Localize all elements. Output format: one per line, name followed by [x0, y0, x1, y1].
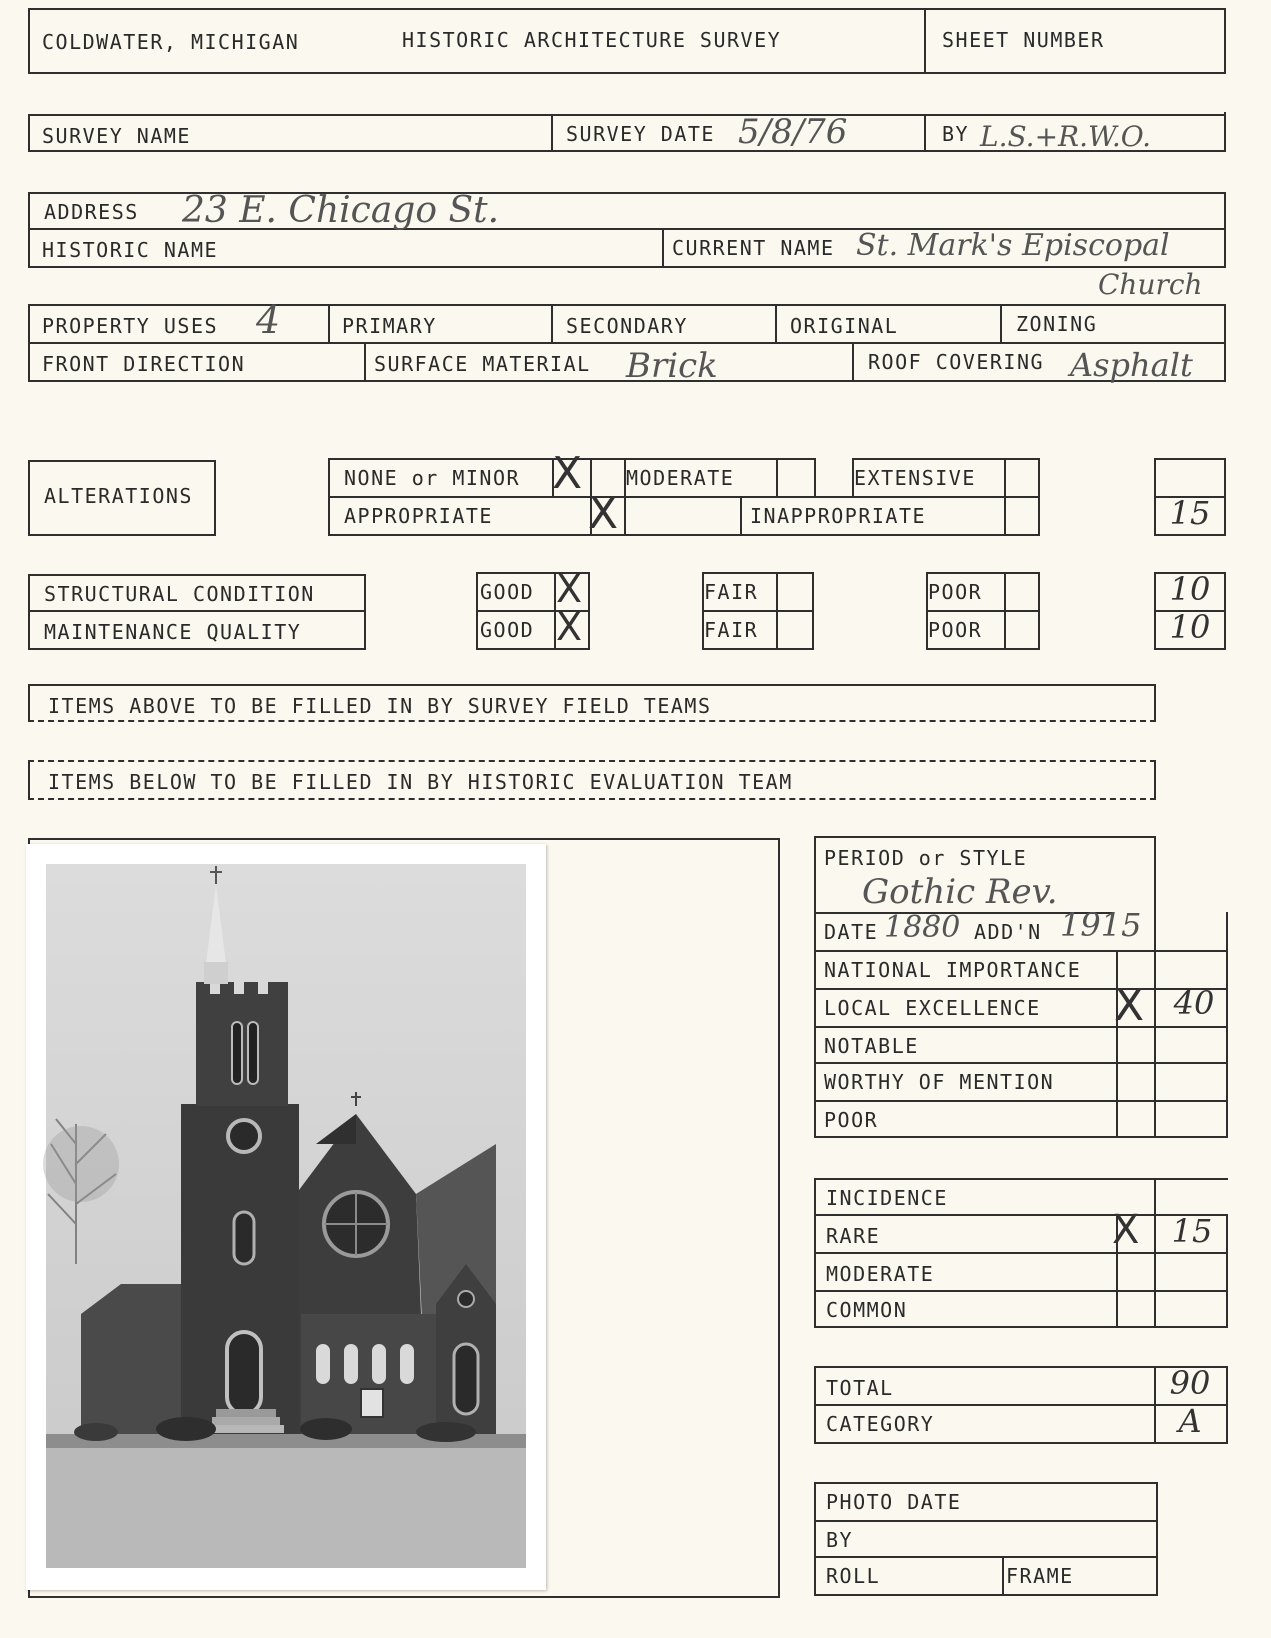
current-name-divider — [662, 228, 664, 268]
lower-frame-top — [28, 838, 780, 840]
address-label: ADDRESS — [44, 200, 139, 224]
note-above: ITEMS ABOVE TO BE FILLED IN BY SURVEY FIELD TEAMS — [48, 694, 712, 718]
date-value: 1880 — [884, 910, 961, 945]
survey-name-label: SURVEY NAME — [42, 124, 191, 148]
addn-label: ADD'N — [974, 920, 1042, 944]
frame-label: FRAME — [1006, 1564, 1074, 1588]
extensive-label: EXTENSIVE — [854, 466, 976, 490]
rare-check: X — [1112, 1207, 1140, 1253]
addn-value: 1915 — [1060, 906, 1142, 944]
local-excellence-check: X — [1114, 980, 1145, 1031]
rare-label: RARE — [826, 1224, 881, 1248]
header-divider — [924, 8, 926, 74]
photo-by-label: BY — [826, 1528, 854, 1552]
sheet-number-label: SHEET NUMBER — [942, 28, 1105, 52]
moderate-label: MODERATE — [626, 466, 735, 490]
property-row-divider — [28, 342, 1226, 344]
maintenance-score: 10 — [1169, 608, 1211, 646]
eval-poor-label: POOR — [824, 1108, 879, 1132]
historic-name-label: HISTORIC NAME — [42, 238, 219, 262]
original-label: ORIGINAL — [790, 314, 899, 338]
date-label: DATE — [824, 920, 879, 944]
lower-frame-right — [778, 838, 780, 1598]
period-value: Gothic Rev. — [862, 872, 1058, 912]
evaluation-table — [814, 912, 1228, 1138]
property-uses-value: 4 — [256, 298, 281, 342]
alterations-score: 15 — [1169, 494, 1211, 532]
address-value: 23 E. Chicago St. — [182, 190, 500, 231]
common-label: COMMON — [826, 1298, 908, 1322]
total-label: TOTAL — [826, 1376, 894, 1400]
poor-label-2: POOR — [928, 618, 983, 642]
survey-date-label: SURVEY DATE — [566, 122, 715, 146]
rare-score: 15 — [1171, 1212, 1213, 1250]
current-name-label: CURRENT NAME — [672, 236, 835, 260]
worthy-label: WORTHY OF MENTION — [824, 1070, 1055, 1094]
note-below: ITEMS BELOW TO BE FILLED IN BY HISTORIC EVALUATION TEAM — [48, 770, 793, 794]
national-importance-label: NATIONAL IMPORTANCE — [824, 958, 1082, 982]
roll-label: ROLL — [826, 1564, 881, 1588]
secondary-label: SECONDARY — [566, 314, 688, 338]
fair-label-2: FAIR — [704, 618, 759, 642]
structural-condition-label: STRUCTURAL CONDITION — [44, 582, 315, 606]
surface-material-label: SURFACE MATERIAL — [374, 352, 591, 376]
survey-by-label: BY — [942, 122, 970, 146]
zoning-label: ZONING — [1016, 312, 1098, 336]
form-title: HISTORIC ARCHITECTURE SURVEY — [402, 28, 782, 52]
church-photo-image — [26, 844, 546, 1590]
appropriate-check: X — [588, 488, 619, 539]
local-excellence-score: 40 — [1173, 984, 1215, 1022]
good-label-2: GOOD — [480, 618, 535, 642]
survey-by-value: L.S.+R.W.O. — [980, 120, 1152, 153]
category-value: A — [1178, 1402, 1202, 1440]
poor-label-1: POOR — [928, 580, 983, 604]
front-direction-label: FRONT DIRECTION — [42, 352, 246, 376]
primary-label: PRIMARY — [342, 314, 437, 338]
good-label-1: GOOD — [480, 580, 535, 604]
inappropriate-label: INAPPROPRIATE — [750, 504, 927, 528]
structural-good-check: X — [556, 567, 583, 611]
fair-label-1: FAIR — [704, 580, 759, 604]
survey-divider-1 — [551, 114, 553, 152]
survey-divider-2 — [924, 114, 926, 152]
property-uses-label: PROPERTY USES — [42, 314, 219, 338]
none-minor-label: NONE or MINOR — [344, 466, 521, 490]
none-minor-check: X — [552, 448, 583, 499]
local-excellence-label: LOCAL EXCELLENCE — [824, 996, 1041, 1020]
notable-label: NOTABLE — [824, 1034, 919, 1058]
roof-covering-value: Asphalt — [1070, 346, 1193, 384]
period-label: PERIOD or STYLE — [824, 846, 1028, 870]
church-photograph — [26, 844, 546, 1590]
structural-score: 10 — [1169, 570, 1211, 608]
maintenance-good-check: X — [556, 605, 583, 649]
roof-covering-label: ROOF COVERING — [868, 350, 1045, 374]
current-name-value-1: St. Mark's Episcopal — [856, 228, 1170, 263]
alterations-label: ALTERATIONS — [44, 484, 193, 508]
city-label: COLDWATER, MICHIGAN — [42, 30, 300, 54]
lower-frame-bottom — [28, 1596, 780, 1598]
appropriate-label: APPROPRIATE — [344, 504, 493, 528]
photo-date-label: PHOTO DATE — [826, 1490, 962, 1514]
survey-date-value: 5/8/76 — [738, 112, 848, 152]
surface-material-value: Brick — [626, 346, 718, 386]
total-value: 90 — [1169, 1364, 1211, 1402]
current-name-value-2: Church — [1098, 268, 1203, 301]
category-label: CATEGORY — [826, 1412, 935, 1436]
incidence-moderate-label: MODERATE — [826, 1262, 935, 1286]
maintenance-quality-label: MAINTENANCE QUALITY — [44, 620, 302, 644]
incidence-label: INCIDENCE — [826, 1186, 948, 1210]
